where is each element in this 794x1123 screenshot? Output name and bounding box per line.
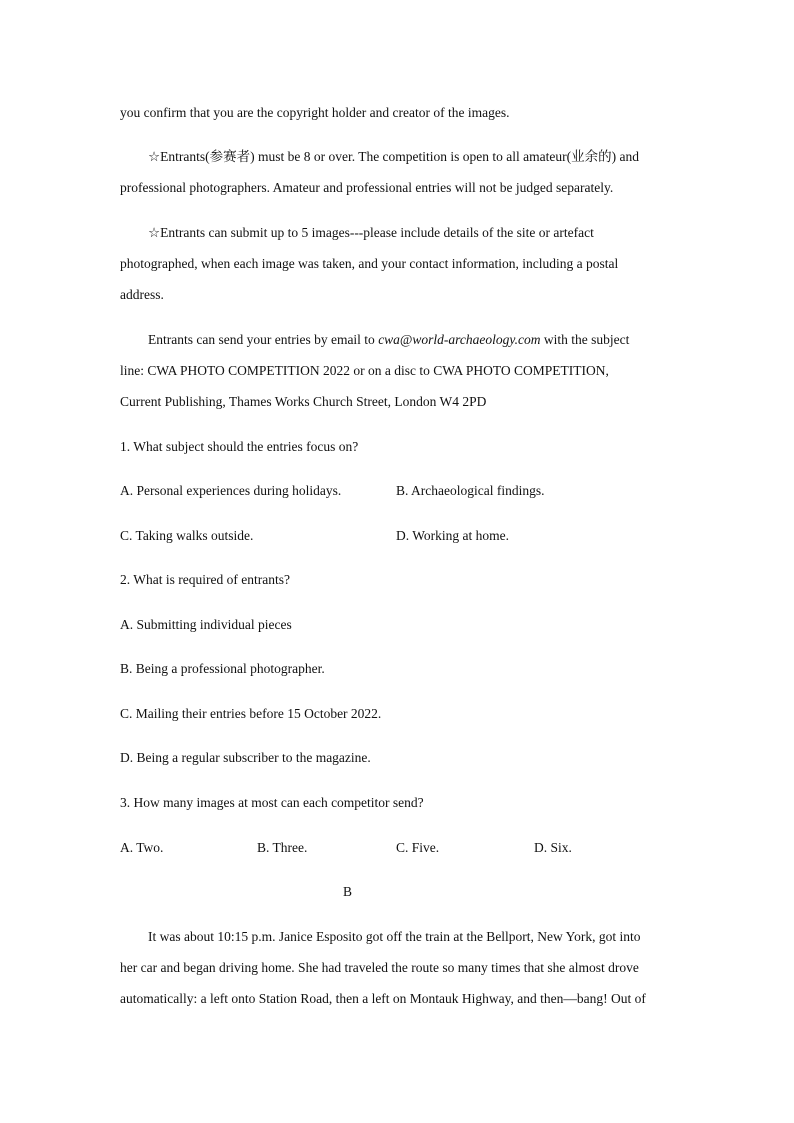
option-b: B. Archaeological findings. [396,483,545,498]
question-stem: 1. What subject should the entries focus on? [120,439,359,454]
passage-line: address. [120,287,164,302]
passage-line: you confirm that you are the copyright holder and creator of the images. [120,105,510,120]
option-d: D. Six. [534,840,572,855]
section-heading: B [343,884,353,899]
question-stem: 2. What is required of entrants? [120,572,290,587]
passage-line: ☆Entrants(参赛者) must be 8 or over. The competition is open to all amateur(业余的) and [148,149,639,164]
passage-text: Entrants can send your entries by email to [148,332,379,347]
option-b: B. Being a professional photographer. [120,661,325,676]
option-a: A. Personal experiences during holidays. [120,483,342,498]
option-d: D. Being a regular subscriber to the magazine. [120,750,371,765]
option-c: C. Mailing their entries before 15 October 2022. [120,706,382,721]
passage-line: automatically: a left onto Station Road, then a left on Montauk Highway, and then—bang! Out of [120,991,646,1006]
passage-line: professional photographers. Amateur and professional entries will not be judged separately. [120,180,614,195]
passage-line [148,333,629,347]
passage-line: Current Publishing, Thames Works Church Street, London W4 2PD [120,394,487,409]
question-stem: 3. How many images at most can each competitor send? [120,795,424,810]
option-d: D. Working at home. [396,528,510,543]
passage-line: photographed, when each image was taken, and your contact information, including a postal [120,256,619,271]
passage-line: It was about 10:15 p.m. Janice Esposito got off the train at the Bellport, New York, got into [148,929,641,944]
option-a: A. Two. [120,840,164,855]
passage-line: her car and began driving home. She had traveled the route so many times that she almost drove [120,960,639,975]
option-a: A. Submitting individual pieces [120,617,292,632]
passage-text: with the subject [540,332,630,347]
passage-line: ☆Entrants can submit up to 5 images---please include details of the site or artefact [148,225,594,240]
email-address: cwa@world-archaeology.com [378,332,541,347]
option-c: C. Five. [396,840,440,855]
option-b: B. Three. [257,840,308,855]
passage-line: line: CWA PHOTO COMPETITION 2022 or on a disc to CWA PHOTO COMPETITION, [120,363,609,378]
option-c: C. Taking walks outside. [120,528,254,543]
